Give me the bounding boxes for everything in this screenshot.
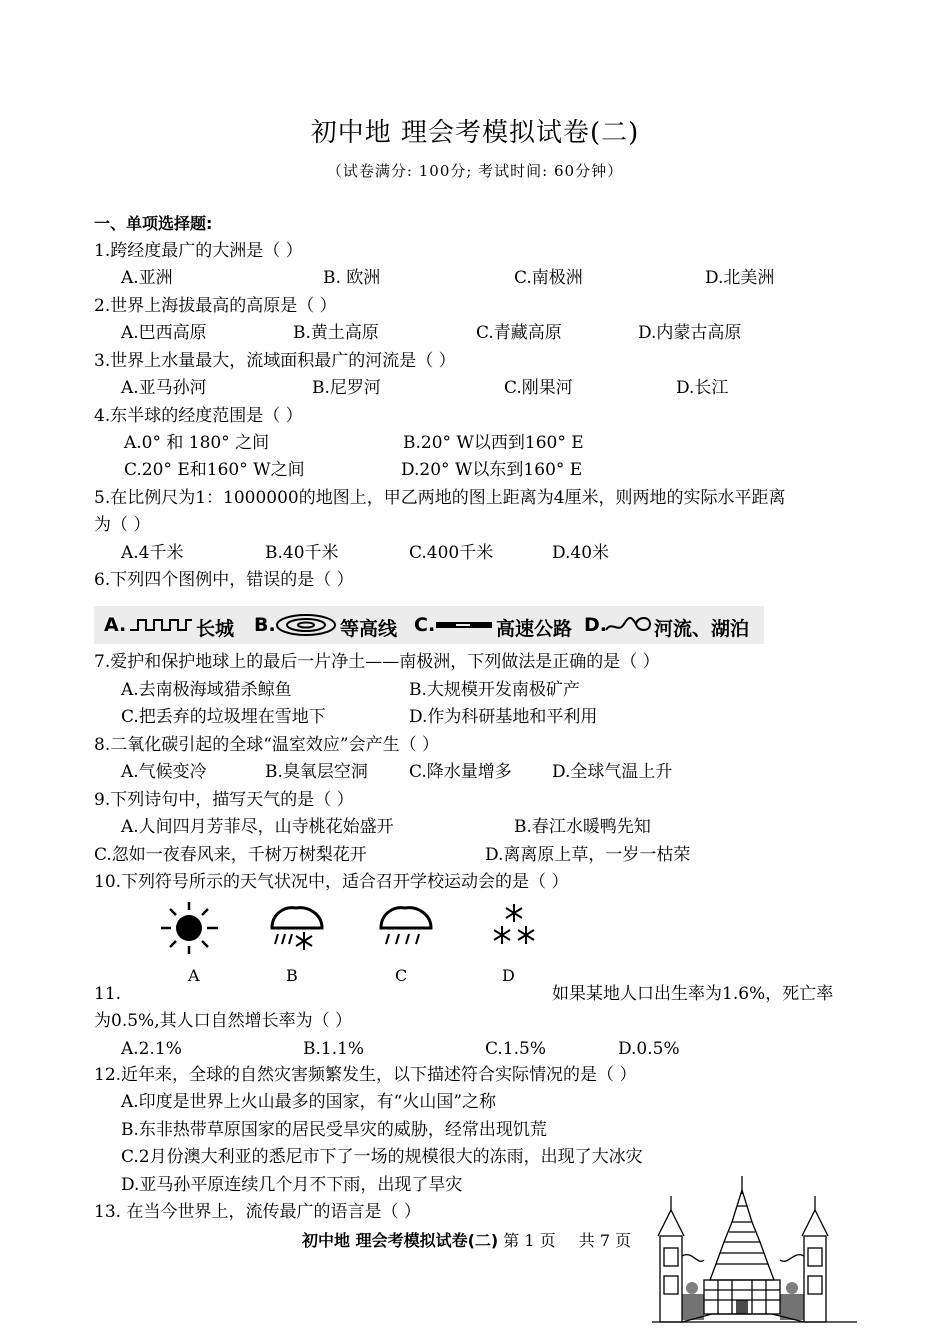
section-heading: 一、单项选择题: <box>94 214 213 233</box>
q2-option-d: D.内蒙古高原 <box>638 323 742 343</box>
weather-label-d: D <box>502 966 515 985</box>
q4-option-c: C.20° E和160° W之间 <box>124 460 305 480</box>
q12-option-a: A.印度是世界上火山最多的国家，有“火山国”之称 <box>121 1092 497 1112</box>
question-2-stem: 2.世界上海拔最高的高原是（ ） <box>94 296 337 316</box>
question-11-stem: 如果某地人口出生率为1.6%，死亡率 <box>552 984 834 1004</box>
question-12-stem: 12.近年来，全球的自然灾害频繁发生，以下描述符合实际情况的是（ ） <box>94 1065 637 1085</box>
question-11-number: 11. <box>94 984 122 1004</box>
contour-lines-icon <box>274 612 338 638</box>
q1-option-d: D.北美洲 <box>705 268 775 288</box>
q11-option-d: D.0.5% <box>618 1039 680 1059</box>
question-5-stem: 5.在比例尺为1：1000000的地图上，甲乙两地的图上距离为4厘米，则两地的实际水平距离 <box>94 488 786 508</box>
q1-option-c: C.南极洲 <box>514 268 583 288</box>
legend-a-label: 长城 <box>196 618 235 640</box>
page-footer <box>302 1228 631 1251</box>
q11-option-c: C.1.5% <box>485 1039 546 1059</box>
q4-option-d: D.20° W以东到160° E <box>401 460 583 480</box>
q5-option-a: A.4千米 <box>121 543 184 563</box>
legend-b-label: 等高线 <box>340 618 398 640</box>
river-lake-icon <box>604 612 654 638</box>
rain-snow-cloud-icon <box>268 900 328 956</box>
snowflakes-icon <box>488 900 540 956</box>
q7-option-a: A.去南极海域猎杀鲸鱼 <box>121 680 292 700</box>
legend-d-label: 河流、湖泊 <box>654 618 750 640</box>
question-5-stem-cont: 为（ ） <box>94 515 151 535</box>
q7-option-d: D.作为科研基地和平利用 <box>409 707 598 727</box>
question-8-stem: 8.二氧化碳引起的全球“温室效应”会产生（ ） <box>94 735 440 755</box>
footer-page-number: 第 1 页 <box>503 1231 556 1250</box>
q12-option-b: B.东非热带草原国家的居民受旱灾的威胁，经常出现饥荒 <box>121 1120 547 1140</box>
question-7-stem: 7.爱护和保护地球上的最后一片净土——南极洲，下列做法是正确的是（ ） <box>94 652 660 672</box>
legend-c-prefix: C. <box>414 614 436 636</box>
q1-option-a: A.亚洲 <box>121 268 173 288</box>
q8-option-a: A.气候变冷 <box>121 762 207 782</box>
q4-option-b: B.20° W以西到160° E <box>403 433 584 453</box>
footer-page-total: 共 7 页 <box>578 1231 632 1250</box>
q3-option-b: B.尼罗河 <box>312 378 381 398</box>
question-9-stem: 9.下列诗句中，描写天气的是（ ） <box>94 790 354 810</box>
question-1-stem: 1.跨经度最广的大洲是（ ） <box>94 241 303 261</box>
weather-label-c: C <box>395 966 408 985</box>
q5-option-d: D.40米 <box>552 543 610 563</box>
question-4-stem: 4.东半球的经度范围是（ ） <box>94 406 303 426</box>
question-10-stem: 10.下列符号所示的天气状况中，适合召开学校运动会的是（ ） <box>94 872 569 892</box>
q8-option-d: D.全球气温上升 <box>552 762 673 782</box>
q7-option-b: B.大规模开发南极矿产 <box>409 680 580 700</box>
q9-option-b: B.春江水暖鸭先知 <box>514 817 651 837</box>
footer-title: 初中地 理会考模拟试卷(二) <box>302 1231 499 1250</box>
q9-option-c: C.忽如一夜春风来，千树万树梨花开 <box>94 845 367 865</box>
q9-option-a: A.人间四月芳菲尽，山寺桃花始盛开 <box>121 817 394 837</box>
map-legend-strip <box>94 606 764 644</box>
highway-symbol-icon <box>434 612 494 638</box>
q8-option-c: C.降水量增多 <box>409 762 512 782</box>
q3-option-d: D.长江 <box>676 378 729 398</box>
legend-a-prefix: A. <box>104 614 127 636</box>
q4-option-a: A.0° 和 180° 之间 <box>124 433 270 453</box>
legend-d-prefix: D. <box>584 614 607 636</box>
q7-option-c: C.把丢弃的垃圾埋在雪地下 <box>121 707 326 727</box>
q1-option-b: B. 欧洲 <box>323 268 381 288</box>
sun-icon <box>158 900 224 956</box>
legend-c-label: 高速公路 <box>496 618 573 640</box>
question-13-stem: 13. 在当今世界上，流传最广的语言是（ ） <box>94 1202 421 1222</box>
q11-option-a: A.2.1% <box>121 1039 182 1059</box>
q2-option-c: C.青藏高原 <box>476 323 562 343</box>
rain-cloud-icon <box>377 900 437 956</box>
q2-option-a: A.巴西高原 <box>121 323 207 343</box>
q5-option-b: B.40千米 <box>265 543 339 563</box>
page-title: 初中地 理会考模拟试卷(二) <box>310 118 640 148</box>
question-3-stem: 3.世界上水量最大，流域面积最广的河流是（ ） <box>94 351 456 371</box>
q9-option-d: D.离离原上草，一岁一枯荣 <box>485 845 691 865</box>
exam-info: （试卷满分: 100分; 考试时间: 60分钟） <box>326 162 624 180</box>
q2-option-b: B.黄土高原 <box>293 323 379 343</box>
q12-option-c: C.2月份澳大利亚的悉尼市下了一场的规模很大的冻雨，出现了大冰灾 <box>121 1147 643 1167</box>
weather-label-b: B <box>286 966 298 985</box>
question-11-stem-cont: 为0.5%,其人口自然增长率为（ ） <box>94 1011 352 1031</box>
pagoda-illustration-icon <box>652 1176 857 1326</box>
q8-option-b: B.臭氧层空洞 <box>265 762 368 782</box>
q3-option-c: C.刚果河 <box>504 378 573 398</box>
q5-option-c: C.400千米 <box>409 543 494 563</box>
question-6-stem: 6.下列四个图例中，错误的是（ ） <box>94 570 354 590</box>
q3-option-a: A.亚马孙河 <box>121 378 207 398</box>
legend-b-prefix: B. <box>254 614 276 636</box>
weather-label-a: A <box>188 966 200 985</box>
great-wall-symbol-icon <box>128 612 194 638</box>
q11-option-b: B.1.1% <box>303 1039 365 1059</box>
q12-option-d: D.亚马孙平原连续几个月不下雨，出现了旱灾 <box>121 1175 463 1195</box>
